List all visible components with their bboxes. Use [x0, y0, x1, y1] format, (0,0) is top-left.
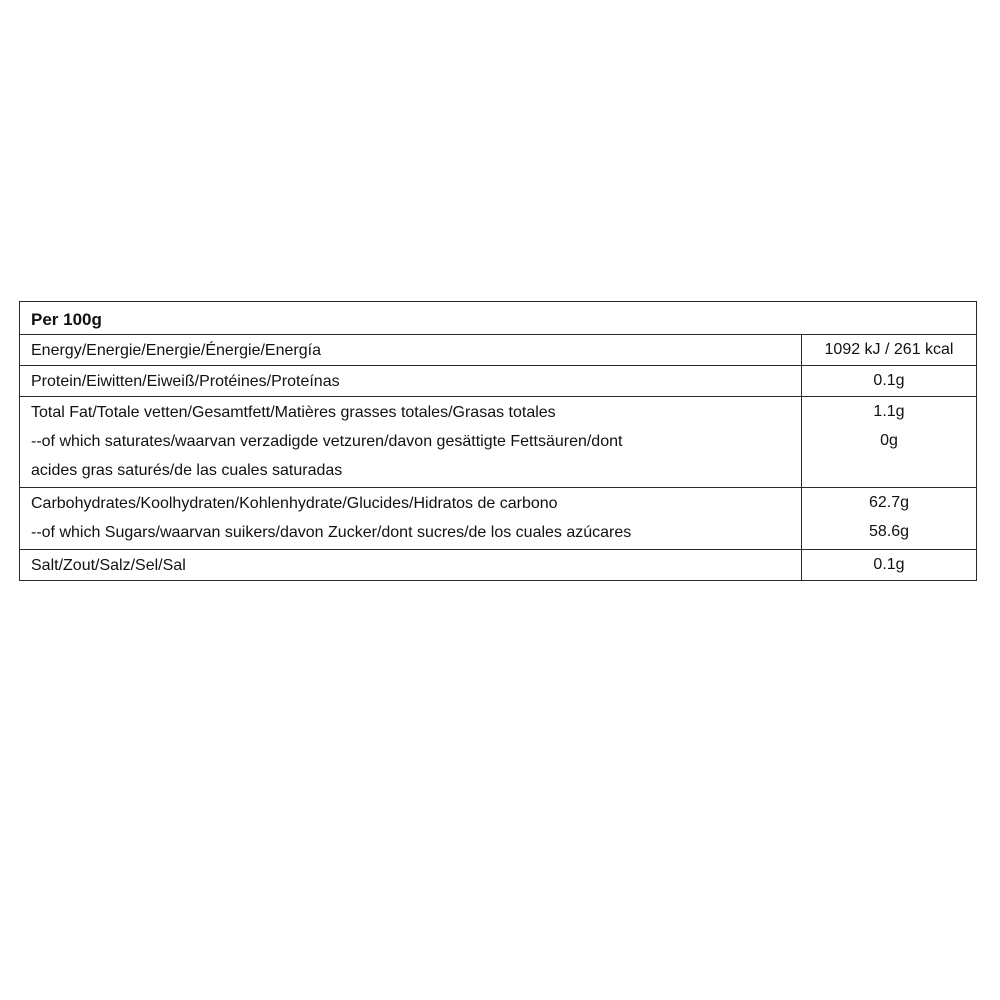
per-100g-header: Per 100g	[20, 302, 977, 335]
protein-label-text: Protein/Eiwitten/Eiweiß/Protéines/Proteínas	[31, 373, 340, 390]
saturates-label-text-line1: --of which saturates/waarvan verzadigde vetzuren/davon gesättigte Fettsäuren/dont	[31, 433, 623, 450]
carbohydrates-value-text: 62.7g	[868, 494, 910, 511]
table-row-carbohydrates	[20, 488, 977, 550]
table-row-protein	[20, 366, 977, 397]
salt-value-text: 0.1g	[873, 556, 905, 573]
carbohydrates-label-text: Carbohydrates/Koolhydraten/Kohlenhydrate/Glucides/Hidratos de carbono	[31, 495, 558, 512]
table-row-salt	[20, 550, 977, 581]
carbohydrates-label	[20, 488, 802, 550]
protein-value	[802, 366, 977, 397]
fat-label	[20, 397, 802, 488]
energy-label-text: Energy/Energie/Energie/Énergie/Energía	[31, 342, 321, 359]
fat-value	[802, 397, 977, 488]
saturates-value-text: 0g	[880, 432, 898, 449]
sugars-value-text: 58.6g	[868, 523, 910, 540]
salt-value	[802, 550, 977, 581]
salt-label	[20, 550, 802, 581]
table-row-energy	[20, 335, 977, 366]
energy-value	[802, 335, 977, 366]
salt-label-text: Salt/Zout/Salz/Sel/Sal	[31, 557, 186, 574]
energy-label	[20, 335, 802, 366]
nutrition-table	[19, 301, 977, 581]
total-fat-label-text: Total Fat/Totale vetten/Gesamtfett/Matières grasses totales/Grasas totales	[31, 404, 556, 421]
total-fat-value-text: 1.1g	[873, 403, 905, 420]
sugars-label-text: --of which Sugars/waarvan suikers/davon Zucker/dont sucres/de los cuales azúcares	[31, 524, 632, 541]
header-row	[20, 302, 977, 335]
carbohydrates-value	[802, 488, 977, 550]
energy-value-text: 1092 kJ / 261 kcal	[824, 341, 954, 358]
protein-label	[20, 366, 802, 397]
saturates-label-text-line2: acides gras saturés/de las cuales saturadas	[31, 462, 343, 479]
table-row-fat	[20, 397, 977, 488]
protein-value-text: 0.1g	[873, 372, 905, 389]
